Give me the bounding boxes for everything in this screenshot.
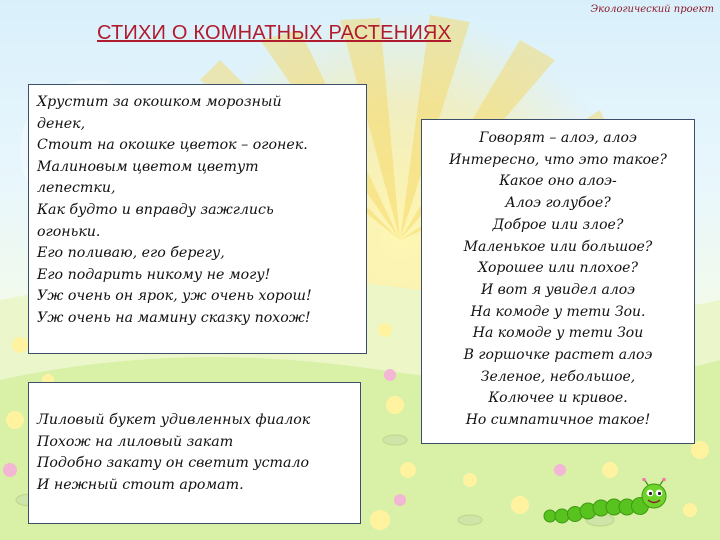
poem-line: И вот я увидел алоэ: [480, 281, 636, 298]
poem-line: лепестки,: [37, 180, 116, 197]
poem-box: [421, 119, 695, 444]
poem-line: Колючее и кривое.: [488, 390, 628, 407]
poem-line: денек,: [37, 115, 86, 132]
caterpillar-icon: [540, 478, 680, 530]
poem-line: Хрустит за окошком морозный: [37, 94, 282, 110]
poem-line: Его поливаю, его берегу,: [37, 245, 225, 262]
poem-box: [28, 84, 367, 354]
poem-line: И нежный стоит аромат.: [37, 476, 244, 493]
poem-line: Стоит на окошке цветок – огонек.: [37, 137, 308, 154]
project-label: Экологический проект: [590, 4, 714, 15]
poem-line: Его подарить никому не могу!: [37, 266, 271, 283]
poem-line: Какое оно алоэ-: [499, 173, 617, 190]
poem-line: Подобно закату он светит устало: [37, 455, 310, 471]
poem-line: На комоде у тети Зои.: [470, 303, 646, 320]
poem-line: огоньки.: [37, 223, 101, 240]
poem-line: Интересно, что это такое?: [449, 151, 667, 168]
poem-line: Маленькое или большое?: [463, 238, 653, 255]
poem-line: Говорят – алоэ, алоэ: [479, 130, 637, 146]
page-title: СТИХИ О КОМНАТНЫХ РАСТЕНИЯХ: [97, 22, 452, 44]
poem-line: Уж очень на мамину сказку похож!: [37, 309, 311, 326]
poem-line: В горшочке растет алоэ: [463, 347, 653, 364]
poem-line: Похож на лиловый закат: [37, 433, 234, 450]
poem-line: Уж очень он ярок, уж очень хорош!: [37, 288, 312, 305]
poem-line: На комоде у тети Зои: [472, 325, 644, 342]
poem-line: Доброе или злое?: [492, 216, 624, 233]
poem-line: Хорошее или плохое?: [478, 260, 638, 277]
poem-line: Лиловый букет удивленных фиалок: [37, 412, 311, 428]
poem-box: [28, 382, 361, 524]
poem-line: Как будто и вправду зажглись: [37, 201, 274, 218]
poem-line: Алоэ голубое?: [505, 195, 611, 212]
poem-line: Но симпатичное такое!: [465, 412, 651, 429]
poem-line: Зеленое, небольшое,: [480, 368, 636, 385]
poem-line: Малиновым цветом цветут: [37, 158, 259, 175]
